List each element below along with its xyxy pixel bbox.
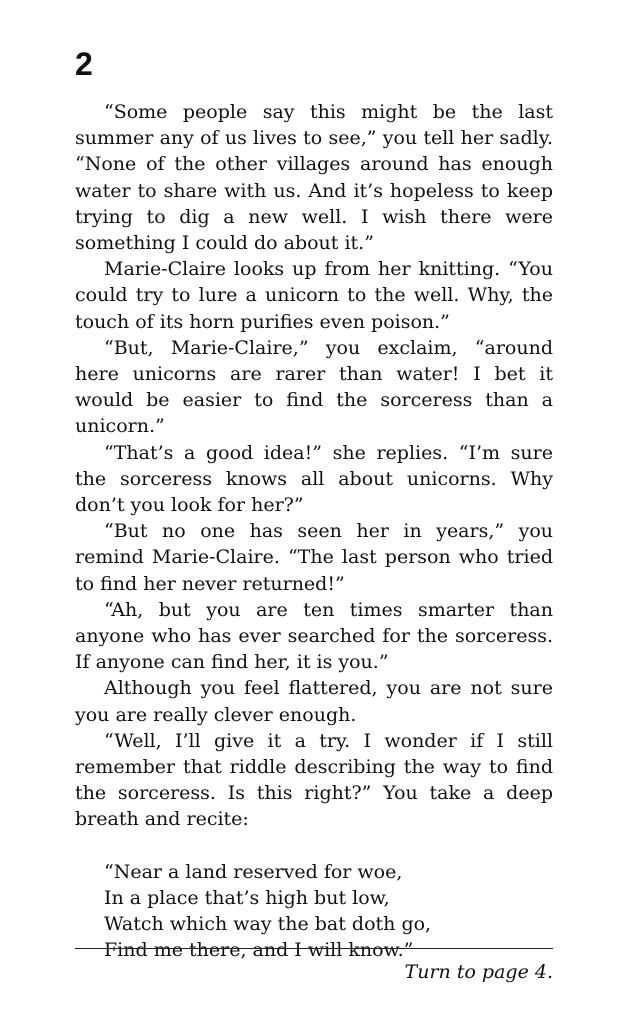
footer-divider	[75, 948, 553, 949]
paragraph: “That’s a good idea!” she replies. “I’m sure the sorceress knows all about unicorns. Why don’t you look for her?”	[75, 441, 553, 517]
paragraph: “Some people say this might be the last summer any of us lives to see,” you tell her sadly. “None of the other villages around has enough water to share with us. And it’s hopeless to keep trying to dig a new well. I wish there were something I could do about it.”	[75, 101, 553, 255]
turn-to-page-instruction: Turn to page 4.	[404, 961, 553, 983]
paragraph: Although you feel flattered, you are not sure you are really clever enough.	[75, 677, 553, 726]
verse-line: Find me there, and I will know.”	[104, 939, 414, 962]
verse-line: Watch which way the bat doth go,	[104, 913, 432, 936]
paragraph: “Ah, but you are ten times smarter than anyone who has ever searched for the sorceress. If anyone can find her, it is you.”	[75, 598, 553, 674]
verse-line: “Near a land reserved for woe,	[104, 860, 403, 883]
paragraph: “Well, I’ll give it a try. I wonder if I still remember that riddle describing the way to find the sorceress. Is this right?” You take a deep breath and recite:	[75, 729, 553, 831]
story-text	[75, 99, 553, 964]
paragraph: Marie-Claire looks up from her knitting. “You could try to lure a unicorn to the well. Why, the touch of its horn purifies even poison.”	[75, 258, 553, 333]
page-number: 2	[75, 46, 93, 82]
paragraph: “But no one has seen her in years,” you remind Marie-Claire. “The last person who tried to find her never returned!”	[75, 520, 553, 595]
verse-line: In a place that’s high but low,	[104, 886, 390, 909]
paragraph: “But, Marie-Claire,” you exclaim, “around here unicorns are rarer than water! I bet it would be easier to find the sorceress than a unicorn.”	[75, 336, 553, 438]
